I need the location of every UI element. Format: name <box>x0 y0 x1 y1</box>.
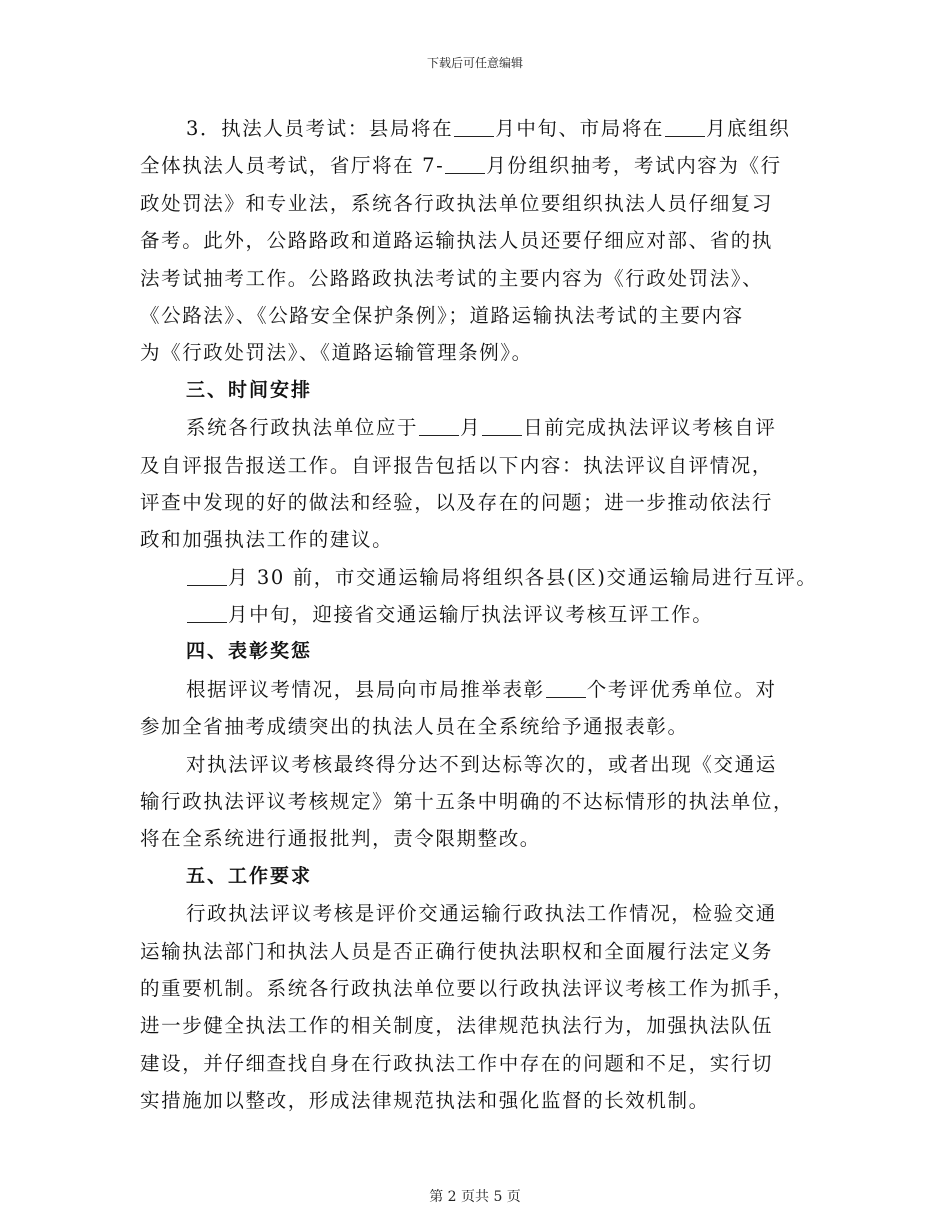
text-segment: 将在全系统进行通报批判，责令限期整改。 <box>140 827 541 851</box>
text-line <box>140 222 810 259</box>
text-line <box>140 783 810 820</box>
text-segment: 《公路法》、《公路安全保护条例》；道路运输执法考试的主要内容 <box>140 303 744 327</box>
text-line <box>140 1045 810 1082</box>
text-line <box>140 260 810 297</box>
text-segment: 五、工作要求 <box>186 864 313 887</box>
text-line <box>140 110 810 147</box>
text-line <box>140 334 810 371</box>
section-heading <box>140 858 810 895</box>
text-segment: 个考评优秀单位。对 <box>586 677 777 701</box>
text-line <box>140 185 810 222</box>
text-line <box>140 484 810 521</box>
text-line <box>140 1007 810 1044</box>
text-segment: 输行政执法评议考核规定》第十五条中明确的不达标情形的执法单位， <box>140 790 795 814</box>
text-line <box>140 746 810 783</box>
text-segment: 四、表彰奖惩 <box>186 640 313 663</box>
text-segment: 政和加强执法工作的建议。 <box>140 528 394 552</box>
text-line <box>140 559 818 596</box>
page-footer: 第 2 页共 5 页 <box>429 1189 521 1205</box>
text-line <box>140 447 810 484</box>
text-segment: 实措施加以整改，形成法律规范执法和强化监督的长效机制。 <box>140 1089 710 1113</box>
text-line <box>140 596 810 633</box>
text-segment: 月 <box>460 416 482 440</box>
text-line <box>140 933 810 970</box>
text-segment: 全体执法人员考试，省厅将在 7- <box>140 154 445 178</box>
fill-in-blank <box>419 415 459 436</box>
text-segment: 月中旬，迎接省交通运输厅执法评议考核互评工作。 <box>228 603 714 627</box>
fill-in-blank <box>454 116 494 137</box>
text-line <box>140 409 810 446</box>
text-segment: 对执法评议考核最终得分达不到达标等次的，或者出现《交通运 <box>186 752 777 776</box>
text-line <box>140 521 810 558</box>
text-line <box>140 820 810 857</box>
fill-in-blank <box>445 153 485 174</box>
text-line <box>140 147 810 184</box>
text-segment: 政处罚法》和专业法，系统各行政执法单位要组织执法人员仔细复习 <box>140 191 774 215</box>
text-line <box>140 708 810 745</box>
page-header: 下载后可任意编辑 <box>426 56 523 70</box>
fill-in-blank <box>482 415 522 436</box>
fill-in-blank <box>546 677 586 698</box>
text-segment: 行政执法评议考核是评价交通运输行政执法工作情况，检验交通 <box>186 902 777 926</box>
text-segment: 月份组织抽考，考试内容为《行 <box>486 154 782 178</box>
text-line <box>140 970 810 1007</box>
text-segment: 日前完成执法评议考核自评 <box>523 416 777 440</box>
text-segment: 月中旬、市局将在 <box>495 117 665 140</box>
fill-in-blank <box>187 602 227 623</box>
section-heading <box>140 633 810 670</box>
text-line <box>140 1082 810 1119</box>
text-line <box>140 671 810 708</box>
text-segment: 进一步健全执法工作的相关制度，法律规范执法行为，加强执法队伍 <box>140 1014 774 1038</box>
text-segment: 法考试抽考工作。公路路政执法考试的主要内容为《行政处罚法》、 <box>140 266 764 290</box>
text-segment: 月 30 前，市交通运输局将组织各县(区)交通运输局进行互评。 <box>228 565 818 589</box>
text-segment: 评查中发现的好的做法和经验，以及存在的问题；进一步推动依法行 <box>140 490 774 514</box>
text-segment: 3．执法人员考试：县局将在 <box>186 117 454 140</box>
text-segment: 及自评报告报送工作。自评报告包括以下内容：执法评议自评情况， <box>140 453 774 477</box>
text-segment: 备考。此外，公路路政和道路运输执法人员还要仔细应对部、省的执 <box>140 229 774 253</box>
document-body <box>140 110 818 1120</box>
text-segment: 运输执法部门和执法人员是否正确行使执法职权和全面履行法定义务 <box>140 939 774 963</box>
text-line <box>140 895 810 932</box>
text-segment: 为《行政处罚法》、《道路运输管理条例》。 <box>140 341 533 365</box>
fill-in-blank <box>665 116 705 137</box>
text-line <box>140 297 810 334</box>
text-segment: 系统各行政执法单位应于 <box>186 416 419 440</box>
text-segment: 根据评议考情况，县局向市局推举表彰 <box>186 677 545 701</box>
text-segment: 月底组织 <box>706 117 791 140</box>
section-heading <box>140 372 810 409</box>
text-segment: 三、时间安排 <box>186 378 313 401</box>
text-segment: 参加全省抽考成绩突出的执法人员在全系统给予通报表彰。 <box>140 715 689 739</box>
fill-in-blank <box>187 565 227 586</box>
text-segment: 建设，并仔细查找自身在行政执法工作中存在的问题和不足，实行切 <box>140 1051 774 1075</box>
text-segment: 的重要机制。系统各行政执法单位要以行政执法评议考核工作为抓手， <box>140 976 795 1000</box>
